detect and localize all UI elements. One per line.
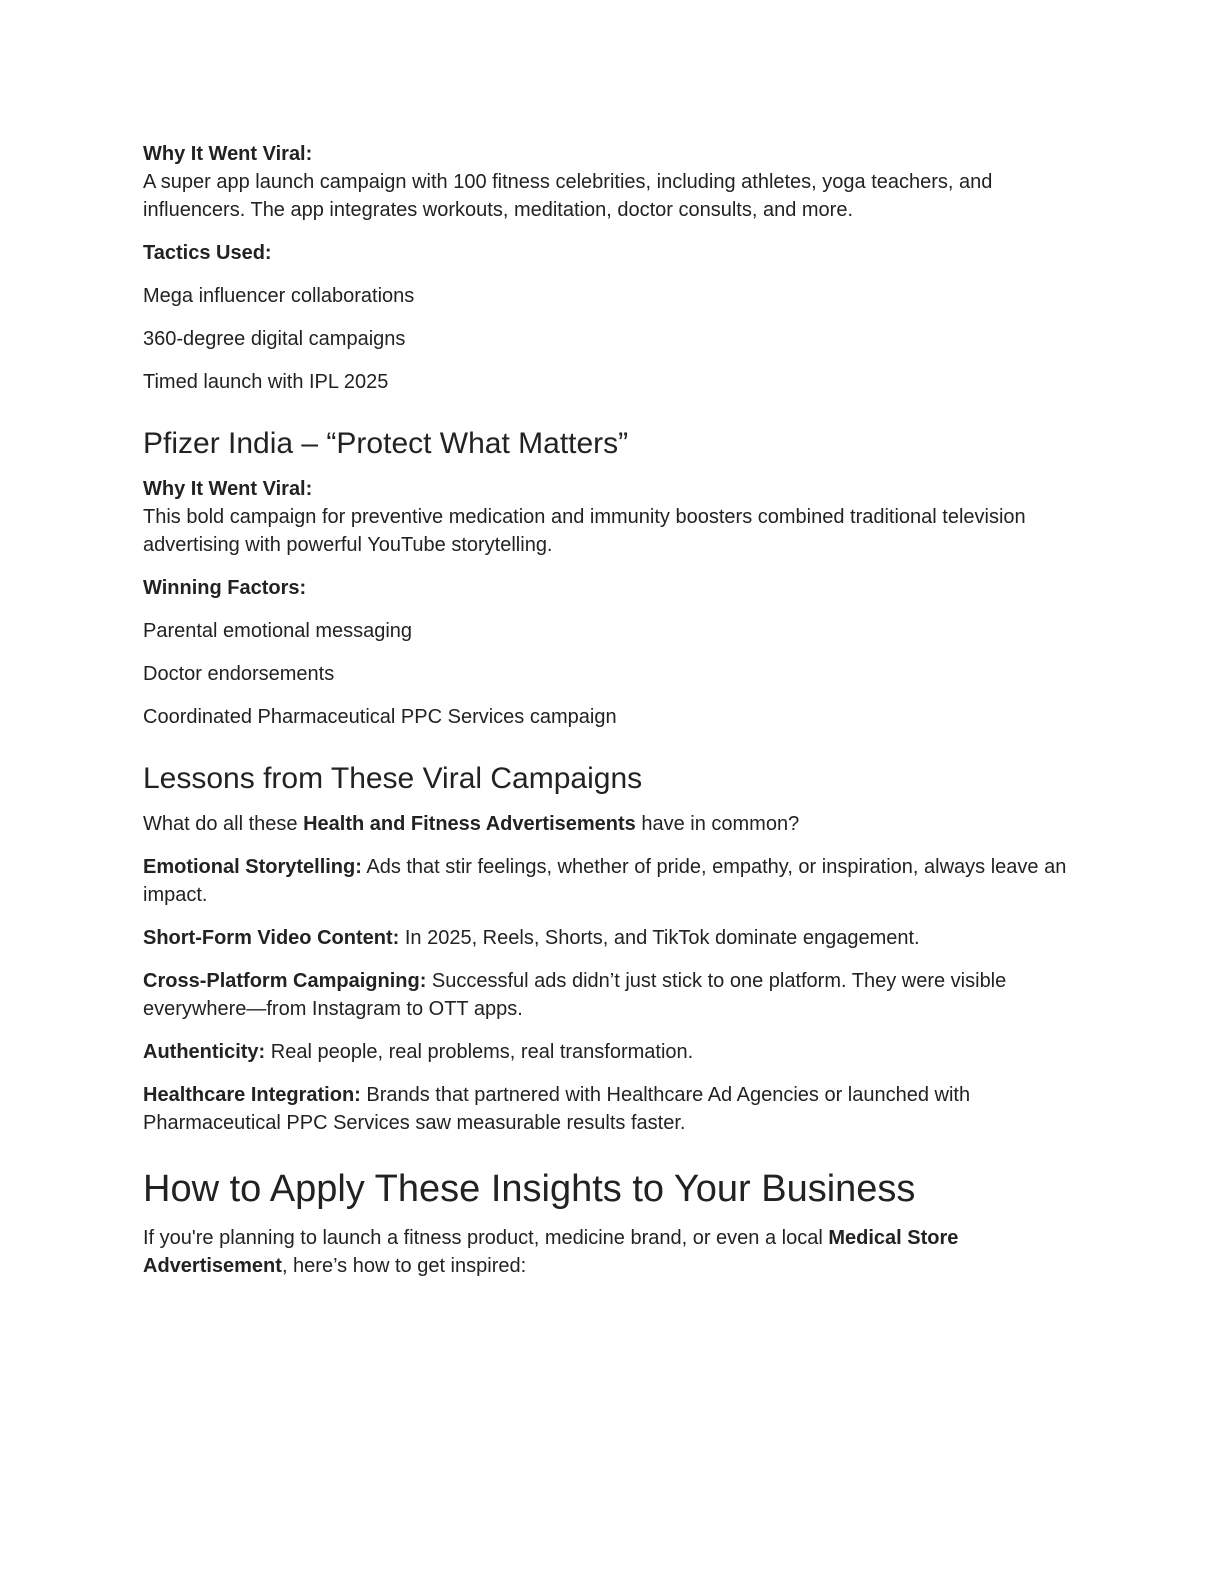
lesson-term: Healthcare Integration: <box>143 1084 361 1106</box>
lesson-item <box>143 853 1073 909</box>
apply-insights-intro <box>143 1224 1073 1280</box>
lessons-intro-bold: Health and Fitness Advertisements <box>303 813 636 835</box>
why-viral-text-2: This bold campaign for preventive medication and immunity boosters combined traditional television advertising with powerful YouTube storytelling. <box>143 506 1026 556</box>
lesson-text: Successful ads didn’t just stick to one platform. They were visible everywhere—from Instagram to OTT apps. <box>143 970 1007 1020</box>
lesson-term: Cross-Platform Campaigning: <box>143 970 427 992</box>
tactic-item: Timed launch with IPL 2025 <box>143 371 389 393</box>
lessons-intro-after: have in common? <box>635 813 800 835</box>
lesson-text: Ads that stir feelings, whether of pride, empathy, or inspiration, always leave an impact. <box>143 856 1067 906</box>
apply-intro-bold: Medical Store Advertisement <box>143 1227 959 1277</box>
lessons-heading: Lessons from These Viral Campaigns <box>143 762 643 795</box>
why-viral-text-1: A super app launch campaign with 100 fitness celebrities, including athletes, yoga teachers, and influencers. The app integrates workouts, meditation, doctor consults, and more. <box>143 171 993 221</box>
tactic-item: Mega influencer collaborations <box>143 285 415 307</box>
lessons-intro-before: What do all these <box>143 813 304 835</box>
lessons-intro <box>143 810 1073 838</box>
pfizer-heading: Pfizer India – “Protect What Matters” <box>143 427 629 460</box>
lesson-term: Short-Form Video Content: <box>143 927 400 949</box>
apply-intro-before: If you're planning to launch a fitness product, medicine brand, or even a local <box>143 1227 829 1249</box>
lesson-item <box>143 1081 1073 1137</box>
why-viral-label-2: Why It Went Viral: <box>143 478 313 500</box>
lesson-item <box>143 967 1073 1023</box>
why-viral-label-1: Why It Went Viral: <box>143 143 313 165</box>
winning-factors-label <box>143 574 1073 602</box>
factor-item: Parental emotional messaging <box>143 620 413 642</box>
factor-item: Coordinated Pharmaceutical PPC Services campaign <box>143 706 617 728</box>
tactics-label-text: Tactics Used: <box>143 242 272 264</box>
lesson-text: In 2025, Reels, Shorts, and TikTok dominate engagement. <box>399 927 920 949</box>
lesson-term: Emotional Storytelling: <box>143 856 362 878</box>
lesson-text: Real people, real problems, real transformation. <box>265 1041 694 1063</box>
lesson-item <box>143 924 1073 952</box>
apply-intro-after: , here’s how to get inspired: <box>281 1255 527 1277</box>
lesson-item <box>143 1038 1073 1066</box>
apply-insights-heading: How to Apply These Insights to Your Business <box>143 1168 916 1210</box>
winning-factors-label-text: Winning Factors: <box>143 577 307 599</box>
tactics-label <box>143 239 1073 267</box>
lesson-term: Authenticity: <box>143 1041 266 1063</box>
document-page <box>143 140 1073 1295</box>
lesson-text: Brands that partnered with Healthcare Ad Agencies or launched with Pharmaceutical PPC Services saw measurable results faster. <box>143 1084 971 1134</box>
factor-item: Doctor endorsements <box>143 663 335 685</box>
tactic-item: 360-degree digital campaigns <box>143 328 406 350</box>
